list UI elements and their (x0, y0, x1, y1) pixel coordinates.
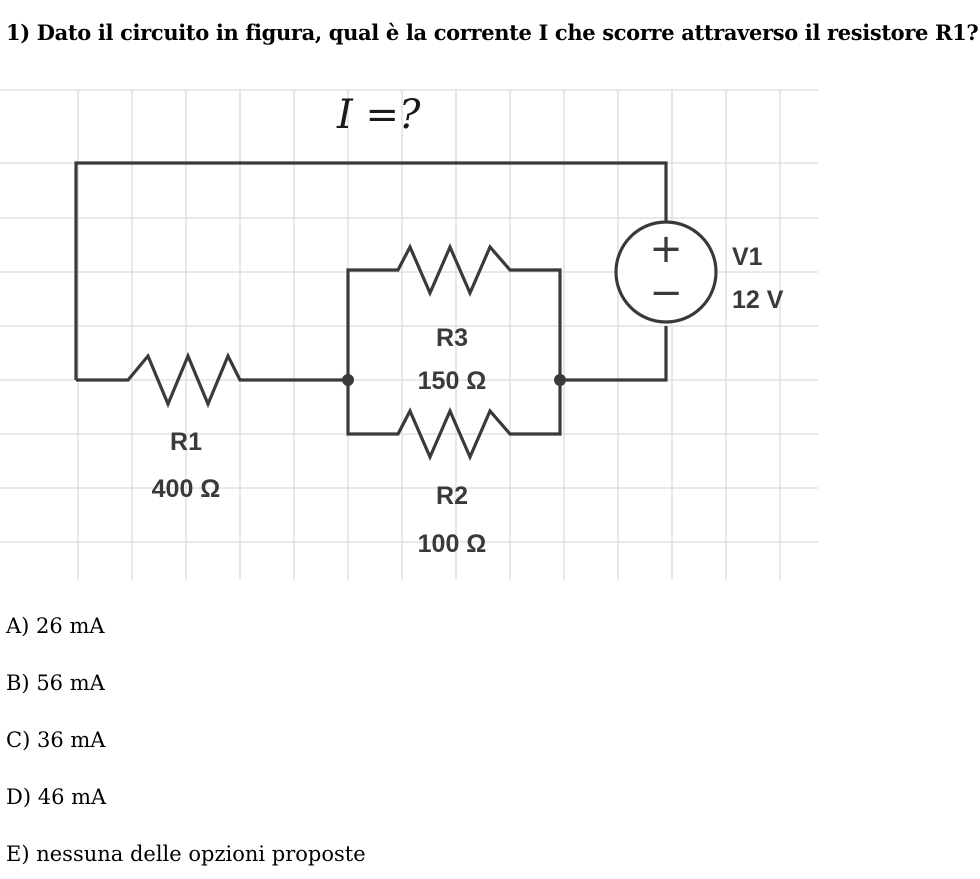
wires (76, 163, 666, 457)
junction-node-right (554, 374, 566, 386)
option-letter: D) (6, 785, 32, 809)
answer-option-a[interactable] (6, 614, 105, 638)
v1-name: V1 (732, 243, 763, 271)
answer-option-d[interactable] (6, 785, 106, 809)
option-letter: C) (6, 728, 31, 752)
minus-sign: − (649, 270, 683, 316)
option-letter: E) (6, 842, 30, 866)
r3-value: 150 Ω (417, 367, 487, 395)
r1-name: R1 (170, 428, 202, 456)
answer-option-c[interactable] (6, 728, 105, 752)
option-text: nessuna delle opzioni proposte (36, 842, 366, 866)
v1-value: 12 V (732, 286, 784, 314)
option-letter: B) (6, 671, 30, 695)
option-text: 36 mA (36, 728, 106, 752)
r3-name: R3 (436, 324, 468, 352)
answer-option-b[interactable] (6, 671, 105, 695)
voltage-source-v1 (616, 222, 716, 322)
circuit-diagram (0, 82, 830, 582)
current-formula: I =? (337, 92, 421, 138)
option-text: 56 mA (36, 671, 105, 695)
r3-branch (348, 247, 560, 380)
question-text: 1) Dato il circuito in figura, qual è la corrente I che scorre attraverso il resistore R1? (6, 20, 979, 45)
answer-option-e[interactable] (6, 842, 366, 866)
r2-value: 100 Ω (417, 530, 487, 558)
r2-name: R2 (436, 482, 468, 510)
option-text: 46 mA (37, 785, 107, 809)
option-letter: A) (6, 614, 30, 638)
r1-value: 400 Ω (151, 475, 221, 503)
plus-sign: + (649, 226, 683, 272)
right-wire (560, 326, 666, 380)
option-text: 26 mA (36, 614, 105, 638)
junction-node-left (342, 374, 354, 386)
